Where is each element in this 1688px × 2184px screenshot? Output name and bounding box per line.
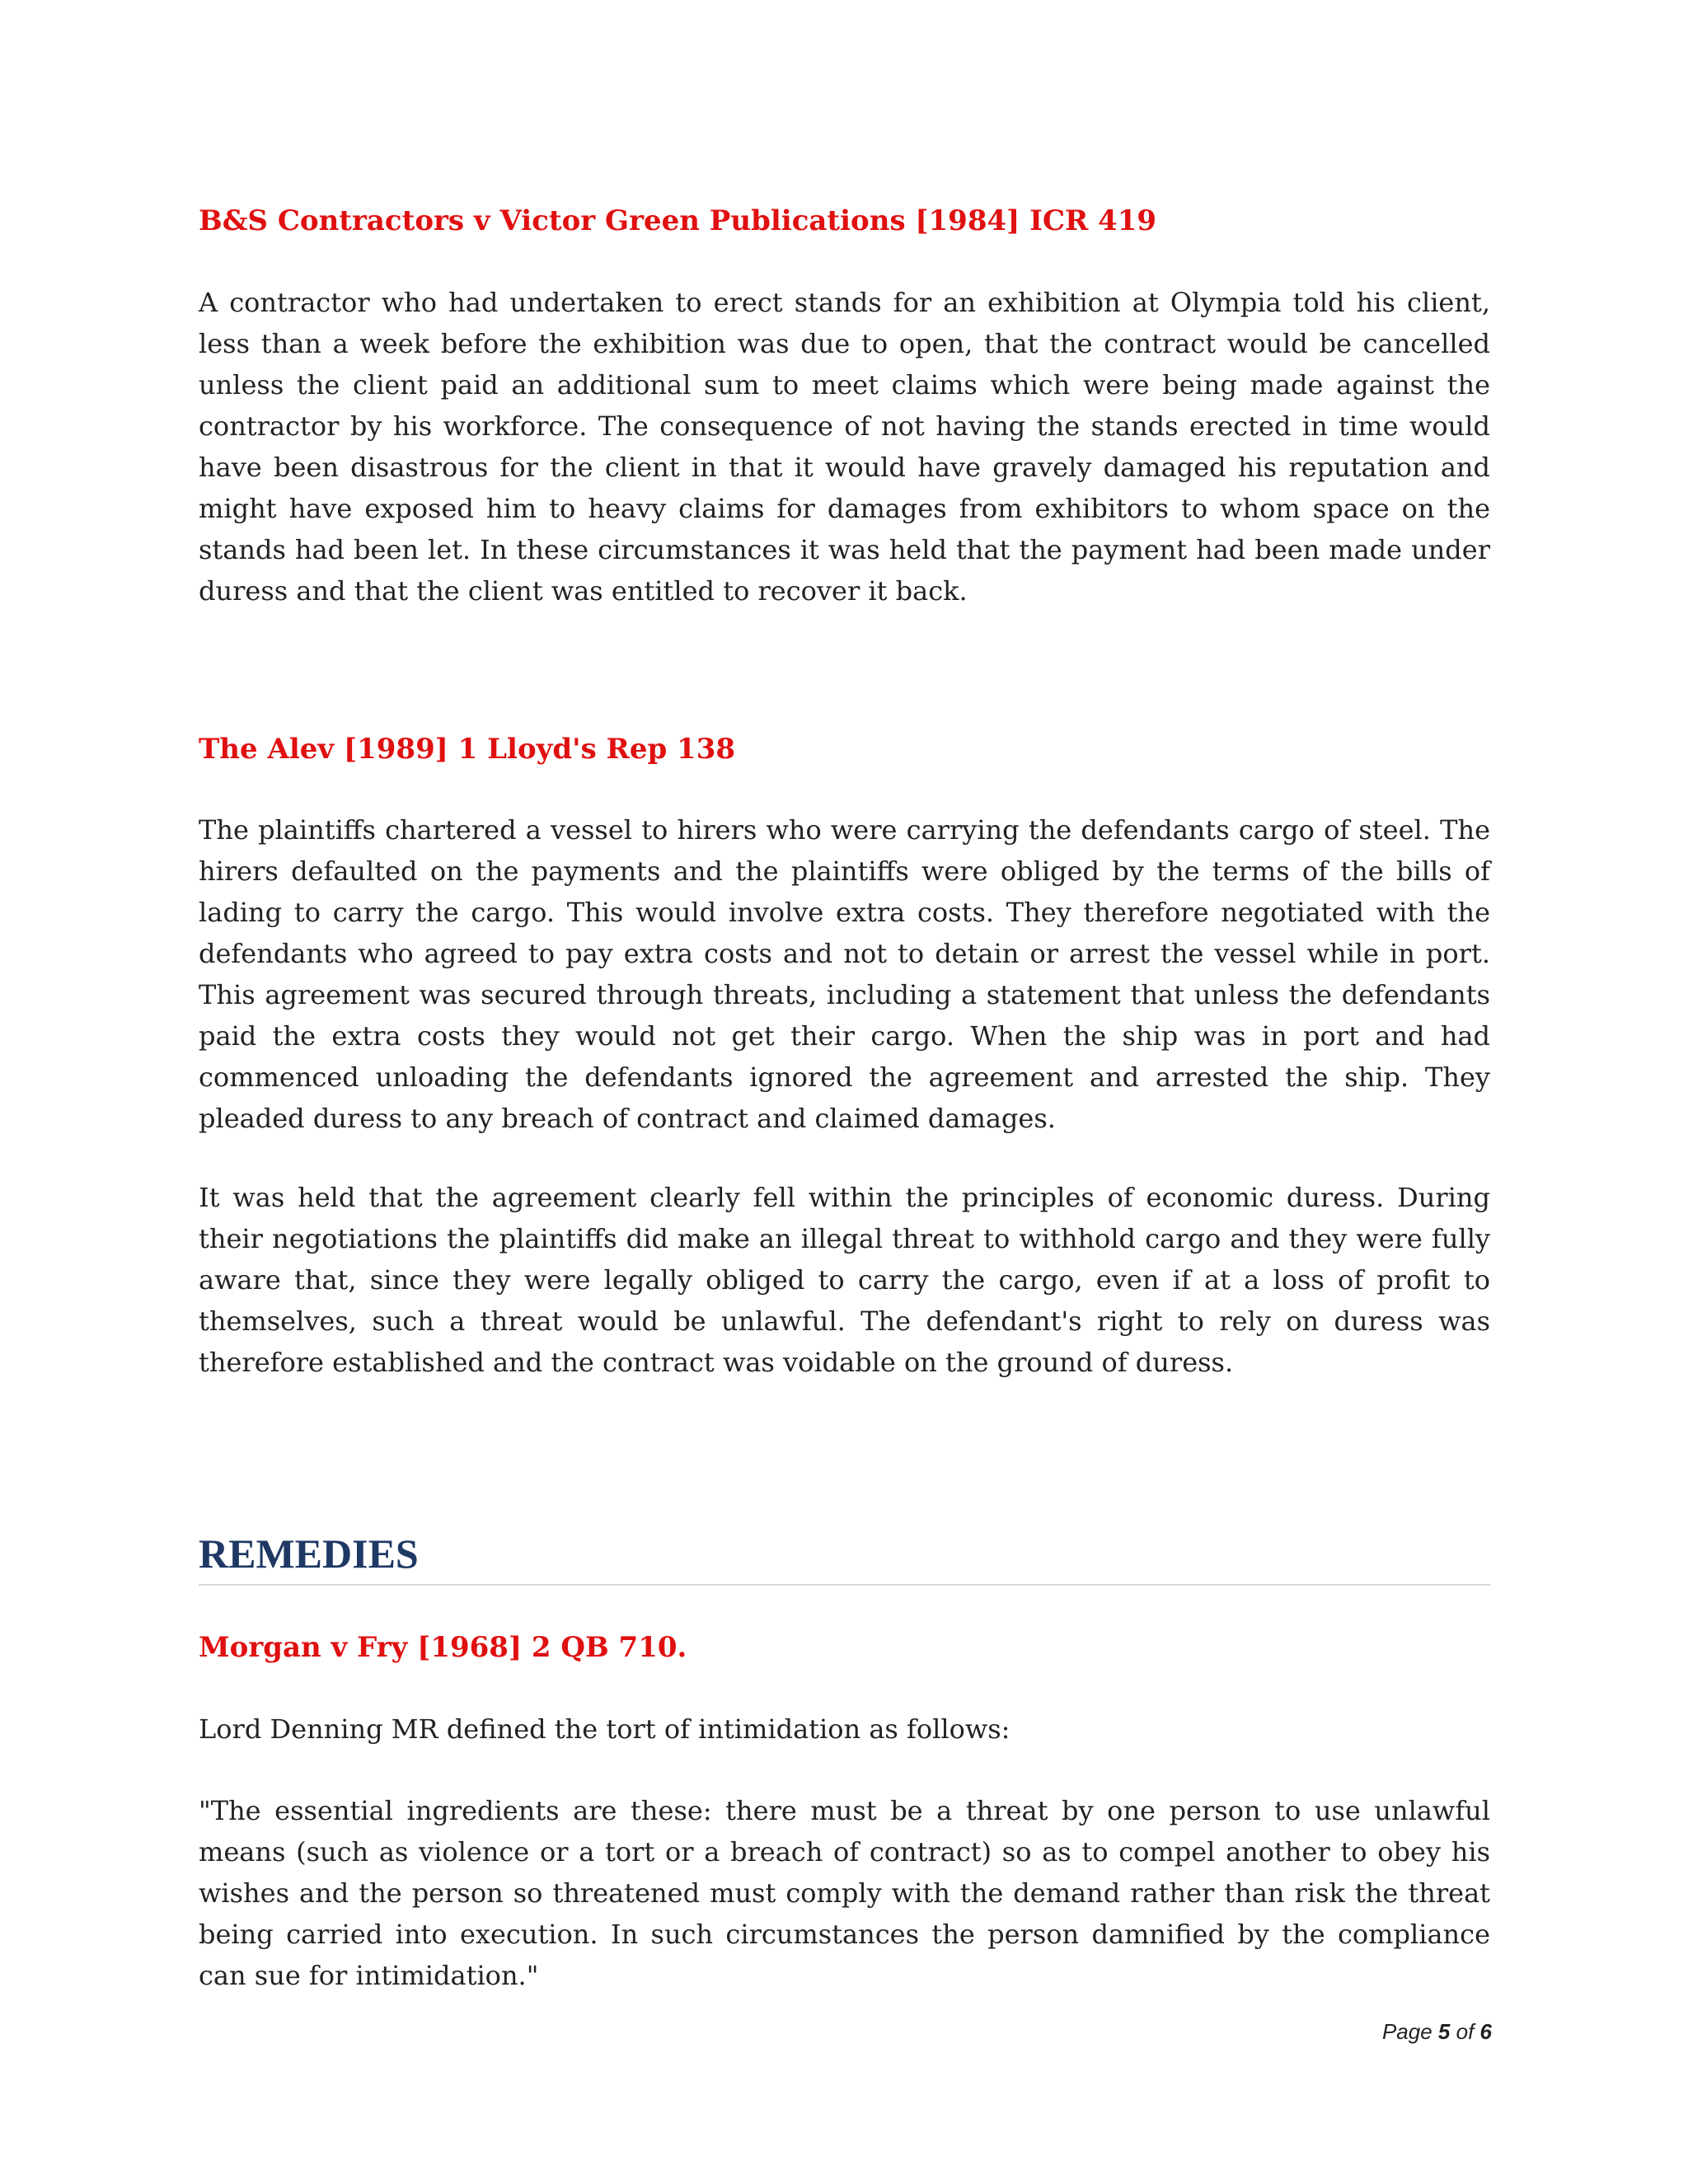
case-heading-morgan-v-fry: Morgan v Fry [1968] 2 QB 710. xyxy=(199,1631,687,1664)
page-total: 6 xyxy=(1479,2019,1492,2044)
section-divider xyxy=(199,1584,1490,1586)
page-number: 5 xyxy=(1437,2019,1451,2044)
page-of-label: of xyxy=(1456,2019,1475,2044)
section-heading-remedies: REMEDIES xyxy=(199,1530,419,1577)
case-heading-the-alev: The Alev [1989] 1 Lloyd's Rep 138 xyxy=(199,733,736,766)
page-footer xyxy=(1146,2019,1492,2045)
intro-paragraph: Lord Denning MR defined the tort of intimidation as follows: xyxy=(199,1713,1010,1745)
case-paragraph: It was held that the agreement clearly fell within the principles of economic duress. During their negotiations the plaintiffs did make an illegal threat to withhold cargo and they were fully aware that, since they were legally obliged to carry the cargo, even if at a loss of profit to themselves, such a threat would be unlawful. The defendant's right to rely on duress was therefore established and the contract was voidable on the ground of duress. xyxy=(199,1182,1490,1378)
page-label: Page xyxy=(1381,2019,1432,2044)
case-paragraph: The plaintiffs chartered a vessel to hirers who were carrying the defendants cargo of steel. The hirers defaulted on the payments and the plaintiffs were obliged by the terms of the bills of lading to carry the cargo. This would involve extra costs. They therefore negotiated with the defendants who agreed to pay extra costs and not to detain or arrest the vessel while in port. This agreement was secured through threats, including a statement that unless the defendants paid the extra costs they would not get their cargo. When the ship was in port and had commenced unloading the defendants ignored the agreement and arrested the ship. They pleaded duress to any breach of contract and claimed damages. xyxy=(199,814,1490,1134)
case-heading-bs-contractors: B&S Contractors v Victor Green Publications [1984] ICR 419 xyxy=(199,204,1157,237)
case-paragraph: A contractor who had undertaken to erect stands for an exhibition at Olympia told his client, less than a week before the exhibition was due to open, that the contract would be cancelled unless the client paid an additional sum to meet claims which were being made against the contractor by his workforce. The consequence of not having the stands erected in time would have been disastrous for the client in that it would have gravely damaged his reputation and might have exposed him to heavy claims for damages from exhibitors to whom space on the stands had been let. In these circumstances it was held that the payment had been made under duress and that the client was entitled to recover it back. xyxy=(199,287,1490,607)
quote-paragraph: "The essential ingredients are these: there must be a threat by one person to use unlawful means (such as violence or a tort or a breach of contract) so as to compel another to obey his wishes and the person so threatened must comply with the demand rather than risk the threat being carried into execution. In such circumstances the person damnified by the compliance can sue for intimidation." xyxy=(199,1795,1490,1991)
